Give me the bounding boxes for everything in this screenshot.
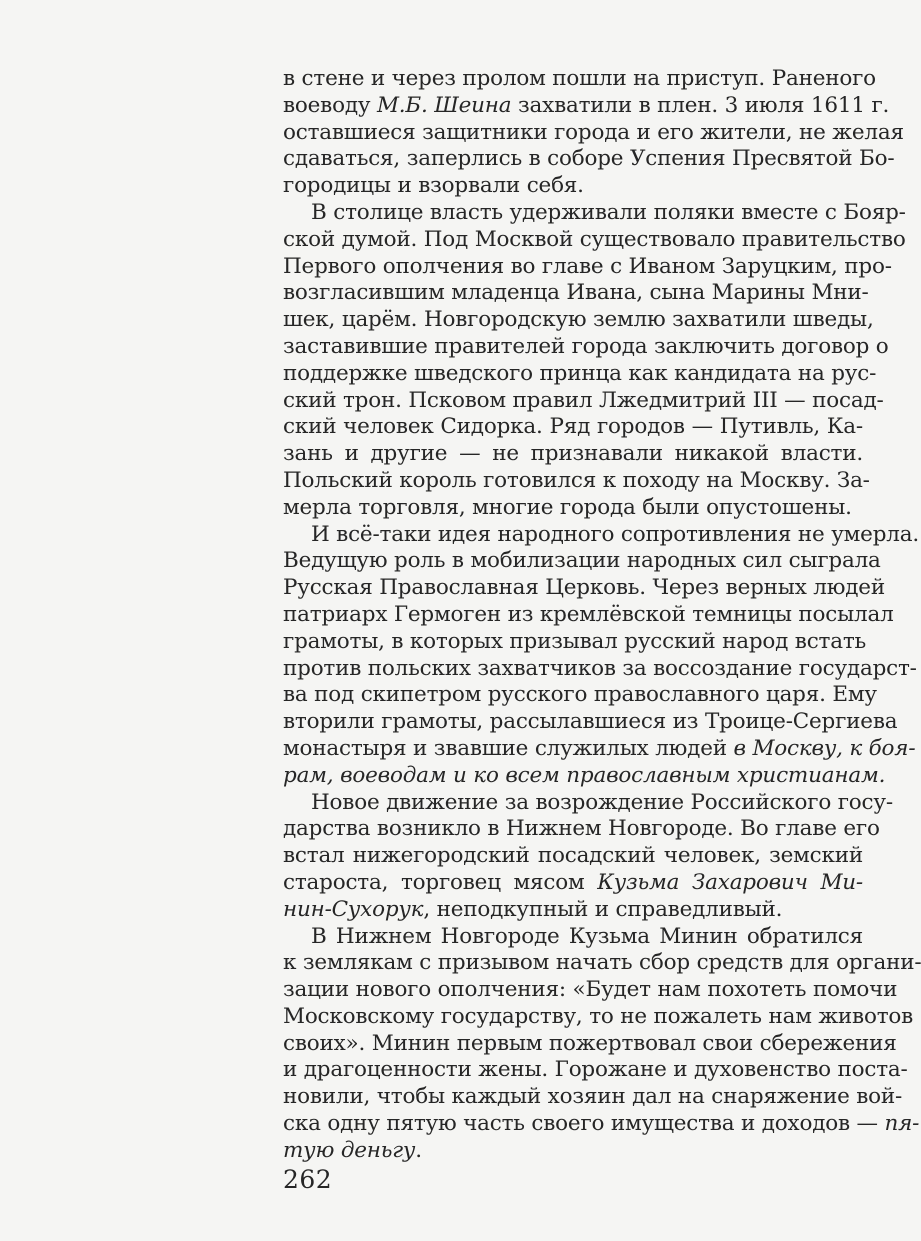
text-segment: ва под скипетром русского православного царя. Ему: [283, 682, 877, 708]
page-number: 262: [283, 1165, 333, 1194]
text-segment: заставившие правителей города заключить договор о: [283, 333, 889, 359]
text-line: [283, 816, 880, 843]
text-segment: Московскому государству, то не пожалеть нам животов: [283, 1003, 914, 1029]
text-line: [283, 360, 877, 388]
text-line: [283, 226, 906, 254]
text-segment: Русская Православная Церковь. Через верных людей: [283, 575, 885, 601]
text-line: [283, 387, 884, 415]
text-segment: мерла торговля, многие города были опустошены.: [283, 494, 852, 520]
text-segment: и драгоценности жены. Горожане и духовенство поста-: [283, 1057, 908, 1083]
text-line: [283, 870, 863, 897]
text-segment: оставшиеся защитники города и его жители, не желая: [283, 119, 904, 145]
text-segment: против польских захватчиков за воссоздание государст-: [283, 655, 917, 681]
paragraph: [283, 789, 893, 924]
text-line: [283, 146, 895, 173]
text-line: [283, 601, 894, 629]
text-line: [283, 897, 863, 924]
italic-text: тую деньгу: [283, 1137, 416, 1163]
text-column: [283, 66, 921, 1165]
text-line: [283, 950, 921, 977]
text-segment: ска одну пятую часть своего имущества и доходов —: [283, 1111, 885, 1137]
italic-text: Кузьма Захарович Ми-: [597, 869, 863, 895]
paragraph: [283, 521, 919, 790]
text-segment: ский трон. Псковом правил Лжедмитрий III — посад-: [283, 387, 884, 413]
text-line: [283, 441, 863, 468]
text-segment: зань и другие — не признавали никакой власти.: [283, 441, 863, 467]
text-segment: ской думой. Под Москвой существовало правительство: [283, 226, 906, 252]
text-line: [283, 414, 863, 441]
text-line: [283, 789, 893, 817]
text-line: [283, 253, 892, 281]
text-line: [283, 1111, 920, 1138]
text-line: [283, 1003, 914, 1031]
text-segment: патриарх Гермоген из кремлёвской темницы посылал: [283, 601, 894, 627]
text-line: [283, 1057, 908, 1084]
italic-text: рам, воеводам и ко всем православным христианам.: [283, 762, 886, 788]
text-segment: своих». Минин первым пожертвовал свои сбережения: [283, 1030, 897, 1056]
text-segment: В Нижнем Новгороде Кузьма Минин обратился: [311, 923, 863, 949]
text-line: [283, 1138, 863, 1165]
text-line: [283, 843, 863, 870]
text-line: [283, 709, 898, 736]
italic-text: нин-Сухорук: [283, 896, 424, 922]
text-line: [283, 548, 881, 575]
text-line: [283, 924, 863, 951]
text-line: [283, 280, 869, 307]
text-line: [283, 1084, 903, 1111]
italic-text: М.Б. Шеина: [376, 92, 512, 118]
italic-text: пя-: [884, 1111, 920, 1137]
text-line: [283, 173, 863, 200]
text-segment: сдаваться, заперлись в соборе Успения Пресвятой Бо-: [283, 146, 895, 172]
text-line: [283, 575, 885, 602]
text-line: [283, 762, 886, 790]
text-segment: новили, чтобы каждый хозяин дал на снаряжение вой-: [283, 1084, 903, 1110]
text-line: [283, 307, 874, 334]
text-line: [283, 119, 904, 147]
text-segment: дарства возникло в Нижнем Новгороде. Во главе его: [283, 816, 880, 842]
text-segment: в стене и через пролом пошли на приступ. Раненого: [283, 66, 876, 91]
paragraph: [283, 199, 906, 522]
text-segment: ский человек Сидорка. Ряд городов — Путивль, Ка-: [283, 414, 863, 440]
text-segment: монастыря и звавшие служилых людей: [283, 735, 734, 761]
text-segment: шек, царём. Новгородскую землю захватили шведы,: [283, 307, 874, 333]
text-line: [283, 92, 890, 120]
text-segment: захватили в плен. 3 июля 1611 г.: [511, 92, 890, 118]
text-line: [283, 1030, 897, 1058]
text-line: [283, 495, 863, 522]
text-segment: Польский король готовился к походу на Москву. За-: [283, 467, 870, 493]
text-segment: грамоты, в которых призывал русский народ встать: [283, 628, 867, 654]
text-line: [283, 66, 876, 93]
text-line: [283, 977, 898, 1004]
paragraph: [283, 66, 904, 200]
text-line: [283, 467, 870, 495]
text-line: [283, 735, 916, 763]
text-segment: воеводу: [283, 92, 377, 118]
text-segment: городицы и взорвали себя.: [283, 173, 584, 199]
text-line: [283, 628, 867, 656]
text-segment: к землякам с призывом начать сбор средств для органи-: [283, 950, 921, 976]
text-line: [283, 682, 877, 709]
italic-text: в Москву, к боя-: [733, 735, 916, 761]
text-segment: встал нижегородский посадский человек, земский: [283, 843, 863, 869]
text-segment: зации нового ополчения: «Будет нам похотеть помочи: [283, 977, 898, 1003]
text-segment: возгласившим младенца Ивана, сына Марины Мни-: [283, 280, 869, 306]
text-segment: .: [415, 1137, 422, 1163]
text-line: [283, 199, 906, 227]
paragraph: [283, 923, 921, 1165]
text-segment: Первого ополчения во главе с Иваном Заруцким, про-: [283, 253, 892, 279]
text-segment: поддержке шведского принца как кандидата на рус-: [283, 360, 877, 386]
text-segment: вторили грамоты, рассылавшиеся из Троице-Сергиева: [283, 709, 898, 735]
text-line: [283, 333, 889, 361]
text-segment: Ведущую роль в мобилизации народных сил сыграла: [283, 548, 881, 574]
text-segment: В столице власть удерживали поляки вместе с Бояр-: [311, 199, 906, 225]
text-segment: И всё-таки идея народного сопротивления не умерла.: [311, 521, 919, 547]
text-line: [283, 655, 917, 683]
text-segment: , неподкупный и справедливый.: [423, 896, 783, 922]
text-segment: староста, торговец мясом: [283, 869, 598, 895]
text-segment: Новое движение за возрождение Российского госу-: [311, 789, 893, 815]
text-line: [283, 521, 919, 549]
